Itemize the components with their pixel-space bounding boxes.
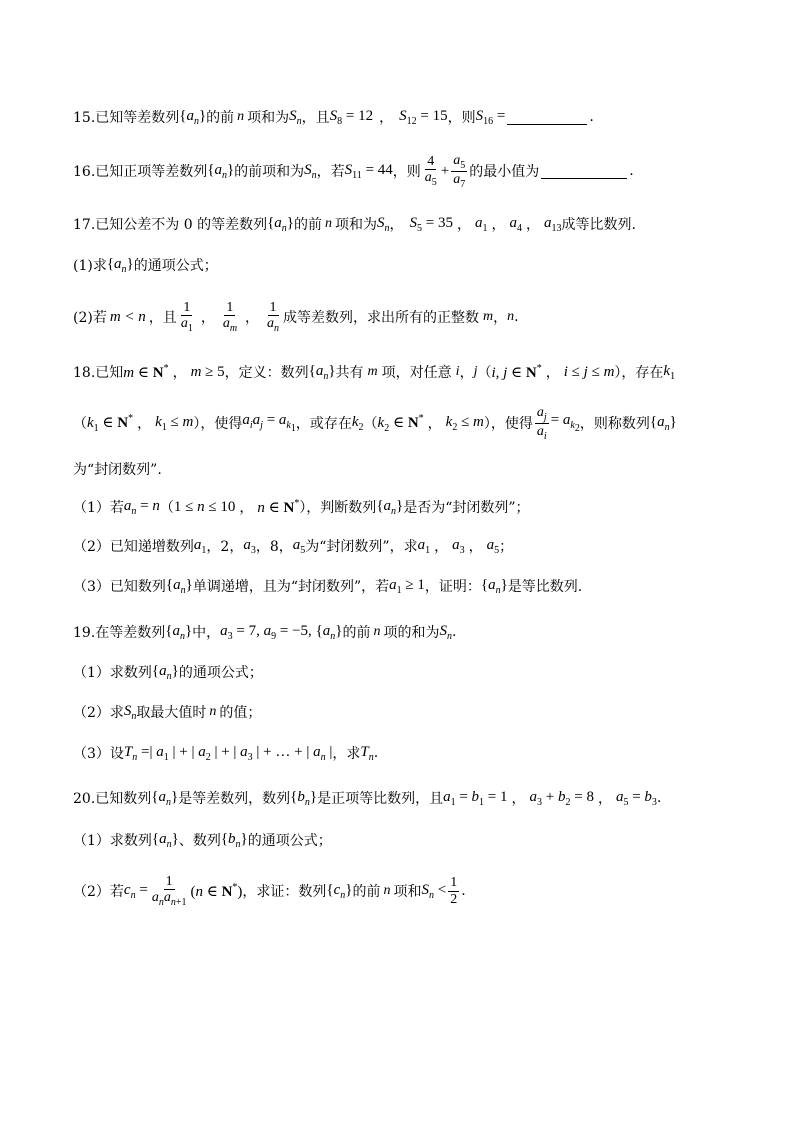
question-20-part-1: （1）求数列 $\{a_n\}$ 、数列 $\{b_n\}$ 的通项公式；: [73, 830, 332, 850]
question-17-part-1: (1)求 $\{a_n\}$ 的通项公式；: [73, 255, 218, 275]
question-17: 17.已知公差不为 0 的等差数列 $\{a_n\}$ 的前 n 项和为 $S_n$ ， $S_5 = 35$ ， $a_1$ ， $a_4$ ， $a_{13}$ 成等比数列.: [73, 214, 636, 234]
question-18-part-2: （2）已知递增数列 $a_1$ ，2， $a_3$ ，8， $a_5$ 为“封闭数列”，求 $a_1$ ， $a_3$ ， $a_5$ ；: [73, 536, 514, 556]
question-17-part-2: (2)若 m < n ，且 $\frac{1}{a_1}$ ， $\frac{1}{a_m}$ ， $\frac{1}{a_n}$ 成等差数列，求出所有的正整数 m ， n .: [73, 299, 519, 335]
q15-lead: 15.已知等差数列: [73, 110, 180, 126]
question-19-part-3: （3）设 $T_n$ =| $a_1$ | + | $a_2$ | + | $a_3$ | + … + | $a_n$ | ，求 $T_n$ .: [73, 743, 379, 763]
fraction-a5-over-a7: $\frac{a_5}{a_7}$: [453, 152, 466, 190]
question-15: 15.已知等差数列 $\{a_n\}$ 的前 n 项和为 $S_n$ ，且 $S_8 = 12$ ， $S_{12} = 15$ ，则 $S_{16}$ = .: [73, 107, 594, 127]
question-18: 18.已知 m ∈ N* ， m ≥ 5 ，定义：数列 $\{a_n\}$ 共有 m 项，对任意 i ， j （ i, j ∈ N* ， i ≤ j ≤ m ），存在 $k_1$: [73, 362, 676, 382]
question-16: 16.已知正项等差数列 $\{a_n\}$ 的前项和为 $S_n$ ，若 $S_{11} = 44$ ，则 $\frac{4}{a_5}$ + $\frac{a_5}{a_7}$ 的最小值为 .: [73, 152, 634, 190]
question-20-part-2: （2）若 $c_n$ = $\frac{1}{a_na_{n+1}}$ (n ∈ N*) ，求证：数列 $\{c_n\}$ 的前 n 项和 $S_n$ < $\frac{1}{2}$ .: [73, 873, 466, 909]
answer-blank[interactable]: [541, 164, 627, 179]
answer-blank[interactable]: [507, 110, 587, 125]
question-19: 19.在等差数列 $\{a_n\}$ 中， $a_3 = 7$, $a_9 = -5$, $\{a_n\}$ 的前 n 项的和为 $S_n$ .: [73, 622, 457, 642]
question-18-part-1: （1）若 $a_n = n$ （ 1 ≤ n ≤ 10 ， n ∈ N* ），判断数列 $\{a_n\}$ 是否为“封闭数列”；: [73, 497, 530, 517]
question-18-line-2: （ $k_1$ ∈ N* ， $k_1 \le m$ ），使得 $a_ia_j = a_{k_1}$ ，或存在 $k_2$ （ $k_2$ ∈ N* ， $k_2 \le m$ ），使得 $\frac{a_j}{a_i}$ = $a_{k_2}$ ，则称数列 $\{a_n\}$: [73, 404, 677, 442]
question-18-part-3: （3）已知数列 $\{a_n\}$ 单调递增，且为“封闭数列”，若 $a_1 \ge 1$ ，证明： $\{a_n\}$ 是等比数列.: [73, 576, 583, 596]
question-19-part-2: （2）求 $S_n$ 取最大值时 n 的值；: [73, 702, 262, 722]
q15-seq: $\{a_n\}$: [179, 107, 207, 127]
question-20: 20.已知数列 $\{a_n\}$ 是等差数列，数列 $\{b_n\}$ 是正项等比数列，且 $a_1 = b_1 = 1$ ， $a_3 + b_2 = 8$ ， $a_5 = b_3$ .: [73, 788, 662, 808]
fraction-4-over-a5: $\frac{4}{a_5}$: [424, 153, 437, 189]
question-19-part-1: （1）求数列 $\{a_n\}$ 的通项公式；: [73, 662, 263, 682]
question-18-line-3: 为“封闭数列”.: [73, 462, 162, 478]
